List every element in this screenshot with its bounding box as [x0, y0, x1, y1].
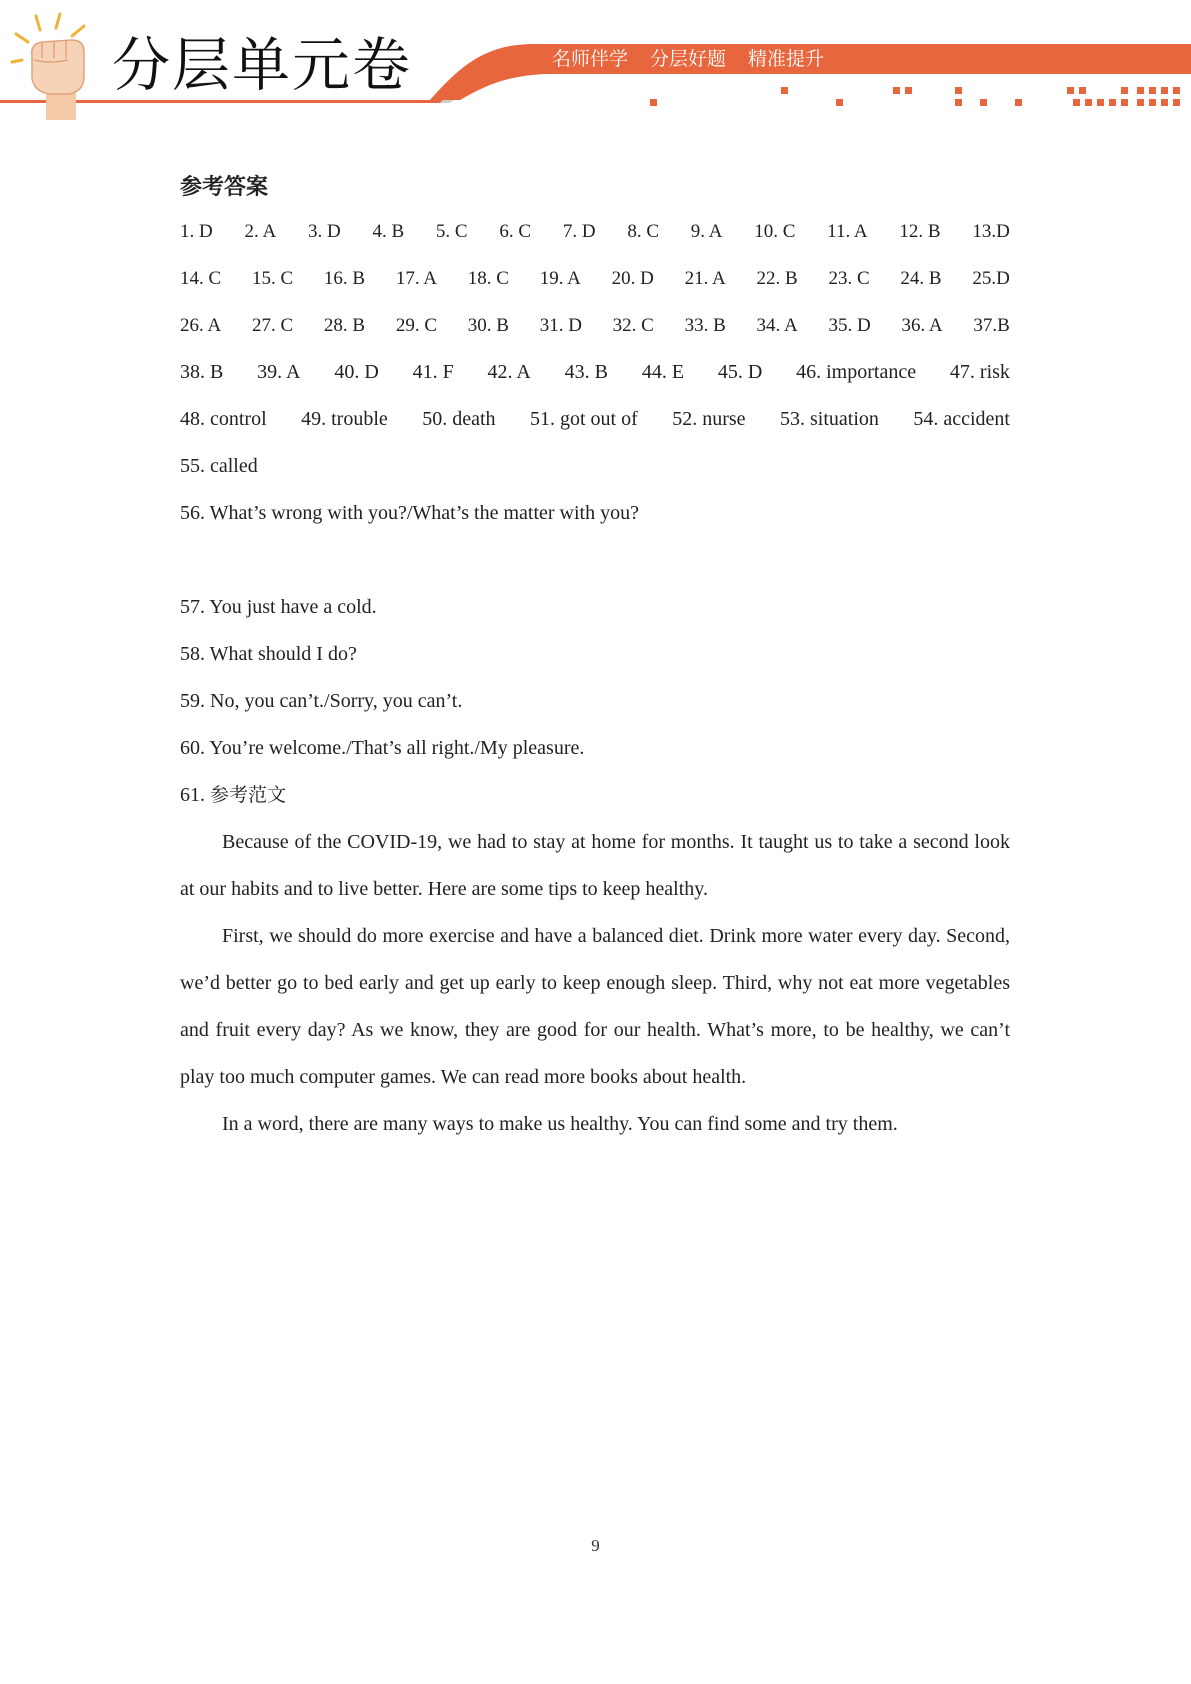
answer-item: 42. A [487, 361, 531, 383]
answer-item: 34. A [756, 315, 798, 336]
answer-line-58: 58. What should I do? [180, 643, 357, 665]
answer-item: 27. C [251, 315, 294, 336]
answer-item: 7. D [562, 221, 596, 242]
answer-item: 23. C [828, 268, 870, 289]
answer-item: 50. death [422, 408, 496, 430]
answer-row-5 [180, 396, 1010, 443]
answer-item: 36. A [901, 315, 943, 336]
answer-item: 46. importance [796, 361, 917, 383]
essay-paragraph-1: Because of the COVID-19, we had to stay at home for months. It taught us to take a second look at our habits and to live better. Here are some tips to keep healthy. [180, 831, 1010, 900]
answer-line-56: 56. What’s wrong with you?/What’s the matter with you? [180, 502, 639, 524]
answer-item: 45. D [717, 361, 763, 383]
header-slogan [552, 44, 846, 74]
raised-fist-icon [10, 12, 100, 122]
answer-row-3 [180, 302, 1010, 349]
answer-item: 20. D [611, 268, 654, 289]
answer-item: 24. B [900, 268, 942, 289]
answer-item: 11. A [827, 221, 868, 242]
answer-row-4 [180, 349, 1010, 396]
slogan-1: 名师伴学 [552, 48, 629, 70]
answer-row-1 [180, 208, 1010, 255]
answer-line-55: 55. called [180, 455, 258, 477]
answer-item: 44. E [641, 361, 685, 383]
answer-item: 53. situation [780, 408, 879, 430]
essay-paragraph-2: First, we should do more exercise and have a balanced diet. Drink more water every day. Second, we’d better go to bed early and get up early to keep enough sleep. Third, why not eat more vegetables and fruit every day? As we know, they are good for our health. What’s more, to be healthy, we can’t play too much computer games. We can read more books about health. [180, 925, 1010, 1088]
slogan-2: 分层好题 [650, 48, 727, 70]
answer-item: 28. B [323, 315, 366, 336]
page-header [0, 0, 1191, 130]
section-title: 参考答案 [180, 175, 269, 200]
answer-item: 6. C [499, 221, 532, 242]
answer-item: 8. C [627, 221, 659, 242]
answer-item: 29. C [395, 315, 437, 336]
answer-item: 18. C [467, 268, 509, 289]
answer-item: 3. D [307, 221, 341, 242]
page-number: 9 [591, 1536, 600, 1555]
answer-item: 19. A [539, 268, 581, 289]
answer-number-61: 61. [180, 784, 205, 806]
answer-item: 52. nurse [672, 408, 746, 430]
answer-content [180, 170, 1010, 1148]
answer-item: 38. B [180, 361, 224, 383]
answer-item: 39. A [257, 361, 301, 383]
answer-item: 13.D [972, 221, 1010, 242]
spacer [180, 537, 1010, 584]
answer-item: 2. A [244, 221, 277, 242]
answer-item: 10. C [754, 221, 796, 242]
answer-item: 49. trouble [301, 408, 388, 430]
answer-line-57: 57. You just have a cold. [180, 596, 377, 618]
answer-item: 25.D [972, 268, 1010, 289]
answer-item: 4. B [372, 221, 405, 242]
answer-item: 41. F [412, 361, 454, 383]
answer-item: 21. A [684, 268, 726, 289]
answer-item: 22. B [756, 268, 798, 289]
answer-item: 9. A [690, 221, 723, 242]
answer-item: 33. B [684, 315, 726, 336]
answer-line-59: 59. No, you can’t./Sorry, you can’t. [180, 690, 463, 712]
essay-paragraph-3: In a word, there are many ways to make us healthy. You can find some and try them. [222, 1113, 898, 1135]
answer-row-2 [180, 255, 1010, 302]
answer-item: 54. accident [913, 408, 1010, 430]
answer-item: 26. A [180, 315, 222, 336]
answer-item: 5. C [435, 221, 468, 242]
answer-item: 1. D [180, 221, 213, 242]
sample-essay-label: 参考范文 [210, 784, 287, 806]
answer-item: 17. A [395, 268, 437, 289]
answer-item: 51. got out of [529, 408, 638, 430]
answer-line-60: 60. You’re welcome./That’s all right./My pleasure. [180, 737, 585, 759]
answer-item: 16. B [323, 268, 366, 289]
answer-item: 43. B [564, 361, 609, 383]
answer-item: 40. D [334, 361, 379, 383]
answer-item: 30. B [467, 315, 509, 336]
answer-item: 15. C [251, 268, 294, 289]
answer-item: 47. risk [949, 361, 1010, 383]
brand-title: 分层单元卷 [112, 31, 413, 99]
answer-line-61 [180, 772, 1010, 819]
answer-item: 14. C [180, 268, 222, 289]
answer-item: 35. D [828, 315, 871, 336]
answer-item: 31. D [539, 315, 582, 336]
answer-item: 32. C [612, 315, 654, 336]
answer-item: 48. control [180, 408, 267, 430]
answer-item: 12. B [899, 221, 941, 242]
slogan-3: 精准提升 [748, 48, 825, 70]
answer-item: 37.B [973, 315, 1010, 336]
